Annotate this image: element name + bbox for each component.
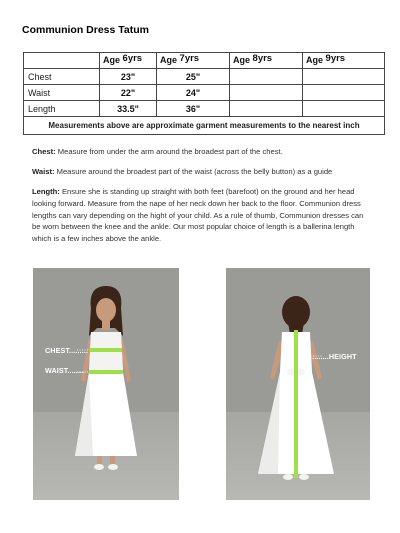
size-header-cell: Age 9yrs [303, 53, 385, 69]
size-chart-corner-cell [24, 53, 100, 69]
girl-back-figure [226, 268, 370, 500]
table-cell: 22" [100, 85, 157, 101]
size-header-cell: Age 7yrs [157, 53, 230, 69]
page-title: Communion Dress Tatum [22, 24, 149, 36]
chest-guide [32, 146, 372, 158]
length-guide [32, 186, 372, 245]
table-row [24, 101, 385, 117]
guide-term: Chest: [32, 147, 56, 156]
measurement-note: Measurements above are approximate garment measurements to the nearest inch [24, 117, 385, 135]
waist-guide [32, 166, 372, 178]
table-cell: 36" [157, 101, 230, 117]
table-cell [230, 101, 303, 117]
guide-term: Waist: [32, 167, 55, 176]
table-row [24, 69, 385, 85]
front-view-photo [33, 268, 179, 500]
chest-measure-label: CHEST......... [45, 346, 88, 355]
table-cell: 25" [157, 69, 230, 85]
row-label-length: Length [24, 101, 100, 117]
table-cell: 23" [100, 69, 157, 85]
table-cell: 33.5" [100, 101, 157, 117]
back-view-photo [226, 268, 370, 500]
table-cell [303, 85, 385, 101]
guide-text: Measure from under the arm around the broadest part of the chest. [57, 147, 283, 156]
table-cell [303, 101, 385, 117]
table-note-row [24, 117, 385, 135]
size-chart-header-row [24, 53, 385, 69]
table-row [24, 85, 385, 101]
table-cell [303, 69, 385, 85]
height-measure-label: .........HEIGHT [310, 352, 357, 361]
table-cell [230, 85, 303, 101]
size-header-cell: Age 8yrs [230, 53, 303, 69]
waist-measure-label: WAIST........ [45, 366, 85, 375]
guide-text: Measure around the broadest part of the waist (across the belly button) as a guide [56, 167, 333, 176]
row-label-waist: Waist [24, 85, 100, 101]
girl-front-figure [33, 268, 179, 500]
row-label-chest: Chest [24, 69, 100, 85]
table-cell [230, 69, 303, 85]
size-chart-table [23, 52, 385, 135]
guide-text: Ensure she is standing up straight with both feet (barefoot) on the ground and her head looking forward. Measure from the nape of her neck down her back to the floor. Communion dress lengths can vary depending on the hight of your child. As a rule of thumb, Communion dresses can be worn between the knee and the ankle. Our most popular choice of length is a ballerina length which is a few inches above the ankle. [32, 187, 364, 244]
size-header-cell: Age 6yrs [100, 53, 157, 69]
guide-term: Length: [32, 187, 60, 196]
table-cell: 24" [157, 85, 230, 101]
